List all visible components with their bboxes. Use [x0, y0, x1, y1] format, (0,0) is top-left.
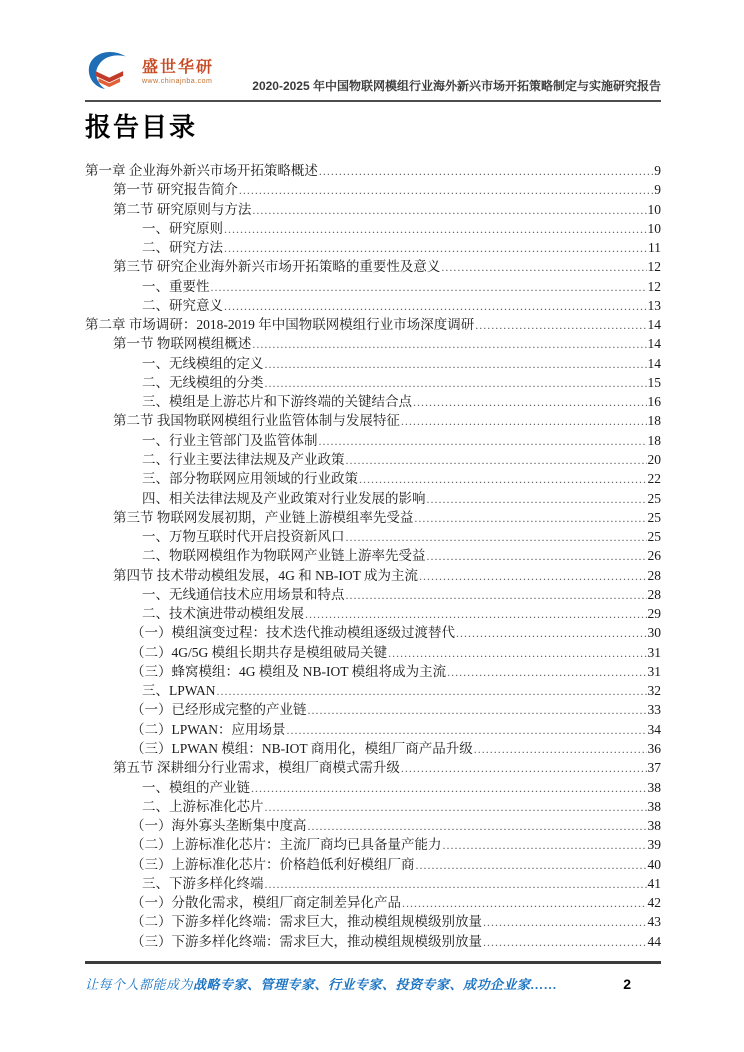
toc-entry [85, 930, 661, 949]
toc-dot-leader [346, 588, 647, 603]
toc-entry-title: （二）LPWAN：应用场景 [131, 721, 286, 737]
toc-entry-page: 16 [647, 394, 661, 410]
toc-entry-title: 三、LPWAN [142, 683, 216, 699]
toc-entry-page: 15 [647, 374, 661, 390]
brand-logo [85, 48, 214, 96]
toc-entry-title: （二）上游标准化芯片：主流厂商均已具备量产能力 [131, 837, 442, 853]
toc-entry [85, 718, 661, 737]
toc-entry [85, 332, 661, 351]
toc-entry-page: 38 [647, 779, 661, 795]
toc-entry [85, 236, 661, 255]
toc-entry [85, 602, 661, 621]
toc-entry-title: 一、研究原则 [142, 220, 223, 236]
toc-entry-page: 34 [647, 721, 661, 737]
toc-entry [85, 487, 661, 506]
toc-entry-title: 第二章 市场调研：2018-2019 年中国物联网模组行业市场深度调研 [85, 317, 475, 333]
toc-entry-title: （三）下游多样化终端：需求巨大，推动模组规模级别放量 [131, 933, 482, 949]
toc-entry [85, 853, 661, 872]
toc-entry [85, 506, 661, 525]
toc-dot-leader [224, 222, 647, 237]
toc-dot-leader [265, 800, 647, 815]
toc-dot-leader [401, 761, 647, 776]
toc-dot-leader [239, 183, 653, 198]
toc-dot-leader [447, 665, 646, 680]
toc-entry-title: 第二节 我国物联网模组行业监管体制与发展特征 [113, 413, 400, 429]
toc-entry-title: 第三节 研究企业海外新兴市场开拓策略的重要性及意义 [113, 259, 441, 275]
toc-dot-leader [265, 357, 647, 372]
page-number: 2 [623, 976, 631, 992]
toc-entry-title: （三）蜂窝模组：4G 模组及 NB-IOT 模组将成为主流 [131, 663, 447, 679]
toc-entry-page: 33 [647, 702, 661, 718]
toc-dot-leader [419, 569, 647, 584]
toc-dot-leader [319, 434, 647, 449]
toc-dot-leader [483, 935, 647, 950]
toc-entry [85, 352, 661, 371]
toc-entry [85, 698, 661, 717]
toc-entry-page: 44 [647, 933, 661, 949]
toc-entry-title: 一、行业主管部门及监管体制 [142, 432, 318, 448]
toc-dot-leader [402, 896, 647, 911]
toc-entry [85, 621, 661, 640]
toc-dot-leader [427, 492, 647, 507]
toc-entry-title: 一、无线通信技术应用场景和特点 [142, 586, 345, 602]
toc-entry-page: 28 [647, 586, 661, 602]
toc-entry-page: 37 [647, 760, 661, 776]
toc-entry [85, 891, 661, 910]
toc-entry-title: 第五节 深耕细分行业需求，模组厂商模式需升级 [113, 760, 400, 776]
page-footer [85, 961, 661, 993]
toc-dot-leader [308, 819, 647, 834]
toc-entry [85, 910, 661, 929]
toc-entry [85, 544, 661, 563]
toc-dot-leader [475, 318, 646, 333]
toc-entry-page: 25 [647, 529, 661, 545]
toc-entry [85, 429, 661, 448]
toc-entry-title: 第一节 物联网模组概述 [113, 336, 252, 352]
toc-entry [85, 371, 661, 390]
toc-entry [85, 641, 661, 660]
toc-entry-page: 38 [647, 798, 661, 814]
toc-entry-page: 10 [647, 201, 661, 217]
toc-dot-leader [305, 607, 647, 622]
toc-entry [85, 564, 661, 583]
toc-entry-title: 三、下游多样化终端 [142, 875, 264, 891]
toc-entry-title: （三）LPWAN 模组：NB-IOT 商用化，模组厂商产品升级 [131, 740, 473, 756]
toc-entry-page: 14 [647, 336, 661, 352]
toc-entry-page: 13 [647, 297, 661, 313]
document-title: 2020-2025 年中国物联网模组行业海外新兴市场开拓策略制定与实施研究报告 [252, 79, 661, 93]
toc-dot-leader [474, 742, 647, 757]
toc-entry-page: 11 [648, 240, 661, 256]
toc-dot-leader [224, 241, 647, 256]
toc-entry-page: 18 [647, 432, 661, 448]
toc-dot-leader [265, 877, 647, 892]
toc-dot-leader [413, 395, 647, 410]
toc-dot-leader [414, 511, 646, 526]
toc-entry-title: （二）4G/5G 模组长期共存是模组破局关键 [131, 644, 388, 660]
toc-entry-title: 第一章 企业海外新兴市场开拓策略概述 [85, 163, 318, 178]
toc-dot-leader [483, 915, 647, 930]
toc-entry-title: （二）下游多样化终端：需求巨大，推动模组规模级别放量 [131, 914, 482, 930]
toc-dot-leader [252, 337, 646, 352]
toc-dot-leader [217, 684, 647, 699]
toc-entry-title: 二、行业主要法律法规及产业政策 [142, 451, 345, 467]
footer-slogan-prefix: 让每个人都能成为 [85, 977, 194, 992]
toc-dot-leader [441, 260, 646, 275]
toc-entry-page: 25 [647, 509, 661, 525]
toc-entry-title: 第一节 研究报告简介 [113, 182, 238, 198]
toc-entry-page: 26 [647, 548, 661, 564]
toc-dot-leader [287, 723, 647, 738]
toc-dot-leader [265, 376, 647, 391]
toc-entry-page: 31 [647, 644, 661, 660]
toc-entry [85, 217, 661, 236]
toc-entry [85, 467, 661, 486]
toc-entry-title: （一）已经形成完整的产业链 [131, 702, 307, 718]
page-header [85, 44, 661, 102]
toc-dot-leader [359, 472, 647, 487]
toc-dot-leader [388, 646, 646, 661]
toc-dot-leader [211, 280, 647, 295]
toc-entry-page: 40 [647, 856, 661, 872]
toc-entry-page: 42 [647, 895, 661, 911]
toc-entry [85, 776, 661, 795]
toc-entry-title: 三、模组是上游芯片和下游终端的关键结合点 [142, 394, 412, 410]
toc-entry-title: 三、部分物联网应用领域的行业政策 [142, 471, 358, 487]
brand-name: 盛世华研 [142, 58, 215, 76]
toc-entry-page: 14 [647, 355, 661, 371]
toc-entry-title: （一）海外寡头垄断集中度高 [131, 818, 307, 834]
footer-slogan-bold: 战略专家、管理专家、行业专家、投资专家、成功企业家…… [193, 977, 558, 992]
toc-dot-leader [308, 703, 647, 718]
toc-dot-leader [252, 203, 646, 218]
toc-entry [85, 814, 661, 833]
toc-entry [85, 409, 661, 428]
toc-entry-title: 二、研究方法 [142, 240, 223, 256]
toc-entry-title: 二、技术演进带动模组发展 [142, 606, 304, 622]
toc-entry-title: 一、万物互联时代开启投资新风口 [142, 529, 345, 545]
toc-entry-title: 二、上游标准化芯片 [142, 798, 264, 814]
toc-entry-page: 31 [647, 663, 661, 679]
toc-entry-page: 9 [654, 182, 661, 198]
toc-entry-page: 22 [647, 471, 661, 487]
toc-entry-page: 41 [647, 875, 661, 891]
toc-entry-title: （一）模组演变过程：技术迭代推动模组逐级过渡替代 [131, 625, 455, 641]
toc-entry-page: 14 [647, 317, 661, 333]
page-title: 报告目录 [85, 112, 198, 142]
toc-dot-leader [416, 858, 647, 873]
toc-entry-page: 30 [647, 625, 661, 641]
toc-dot-leader [224, 299, 647, 314]
toc-entry-title: （一）分散化需求，模组厂商定制差异化产品 [131, 895, 401, 911]
toc-entry-page: 18 [647, 413, 661, 429]
toc-entry-title: 第三节 物联网发展初期，产业链上游模组率先受益 [113, 509, 414, 525]
toc-entry [85, 525, 661, 544]
toc-dot-leader [443, 838, 647, 853]
toc-dot-leader [319, 164, 653, 179]
toc-entry-page: 9 [654, 163, 661, 178]
toc-entry-title: （三）上游标准化芯片：价格趋低利好模组厂商 [131, 856, 415, 872]
toc-entry-title: 第二节 研究原则与方法 [113, 201, 252, 217]
toc-entry-title: 二、无线模组的分类 [142, 374, 264, 390]
toc-dot-leader [401, 414, 647, 429]
toc-entry-title: 二、物联网模组作为物联网产业链上游率先受益 [142, 548, 426, 564]
toc-entry-title: 一、模组的产业链 [142, 779, 250, 795]
toc-entry-page: 39 [647, 837, 661, 853]
toc-entry [85, 294, 661, 313]
toc-entry-page: 38 [647, 818, 661, 834]
toc-entry [85, 833, 661, 852]
toc-entry-page: 43 [647, 914, 661, 930]
toc-dot-leader [456, 626, 647, 641]
toc-dot-leader [427, 549, 647, 564]
toc-entry [85, 737, 661, 756]
table-of-contents [85, 159, 661, 949]
toc-entry-title: 二、研究意义 [142, 297, 223, 313]
toc-entry-page: 28 [647, 567, 661, 583]
toc-entry [85, 390, 661, 409]
footer-slogan [85, 974, 558, 993]
toc-entry-page: 20 [647, 451, 661, 467]
toc-entry-page: 12 [647, 259, 661, 275]
toc-entry [85, 583, 661, 602]
toc-entry [85, 795, 661, 814]
brand-text-block [142, 60, 214, 85]
toc-entry-page: 12 [647, 278, 661, 294]
toc-dot-leader [346, 530, 647, 545]
toc-entry [85, 872, 661, 891]
toc-entry-page: 10 [647, 220, 661, 236]
toc-dot-leader [251, 781, 647, 796]
toc-entry-title: 一、重要性 [142, 278, 210, 294]
toc-entry [85, 448, 661, 467]
toc-entry [85, 275, 661, 294]
toc-entry-title: 一、无线模组的定义 [142, 355, 264, 371]
toc-entry [85, 255, 661, 274]
toc-entry-page: 36 [647, 740, 661, 756]
toc-entry [85, 198, 661, 217]
brand-url: www.chinajnba.com [142, 77, 213, 85]
toc-entry [85, 660, 661, 679]
toc-entry-page: 32 [647, 683, 661, 699]
toc-entry [85, 313, 661, 332]
toc-entry [85, 178, 661, 197]
toc-entry [85, 756, 661, 775]
toc-entry-page: 25 [647, 490, 661, 506]
toc-entry-title: 四、相关法律法规及产业政策对行业发展的影响 [142, 490, 426, 506]
toc-entry-page: 29 [647, 606, 661, 622]
brand-logo-icon [85, 48, 137, 96]
toc-dot-leader [346, 453, 647, 468]
toc-entry-title: 第四节 技术带动模组发展，4G 和 NB-IOT 成为主流 [113, 567, 418, 583]
toc-entry [85, 159, 661, 178]
toc-entry [85, 679, 661, 698]
